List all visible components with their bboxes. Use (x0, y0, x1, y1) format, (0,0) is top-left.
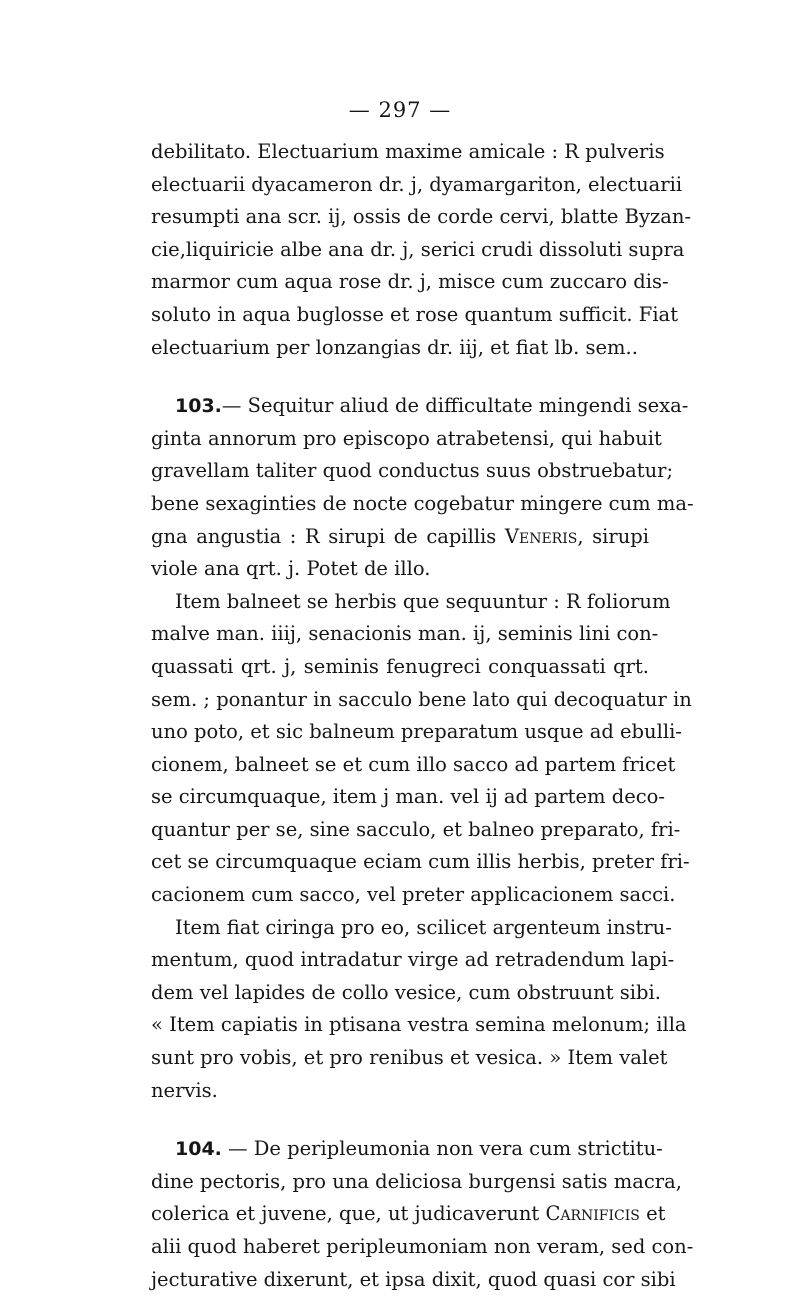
proper-name: Veneris (504, 524, 578, 548)
text-line: cionem, balneet se et cum illo sacco ad partem fricet (151, 752, 676, 776)
text-line: electuarii dyacameron dr. j, dyamargariton, electuarii (151, 172, 683, 196)
text-line: mentum, quod intradatur virge ad retradendum lapi- (151, 948, 675, 972)
text-line: malve man. iiij, senacionis man. ij, seminis lini con- (151, 622, 659, 646)
text-line: colerica et juvene, que, ut judicaverunt Carnificis et (151, 1202, 666, 1226)
text-line: resumpti ana scr. ij, ossis de corde cervi, blatte Byzan- (151, 205, 692, 229)
text-line: Item balneet se herbis que sequuntur : R foliorum (175, 589, 671, 613)
text-line: jecturative dixerunt, et ipsa dixit, quod quasi cor sibi (151, 1267, 676, 1291)
text-line: sunt pro vobis, et pro renibus et vesica. » Item valet (151, 1046, 668, 1070)
text-line: 103.— Sequitur aliud de difficultate mingendi sexa- (175, 394, 689, 418)
text-line: gravellam taliter quod conductus suus obstruebatur; (151, 459, 674, 483)
text-line: bene sexaginties de nocte cogebatur mingere cum ma- (151, 491, 694, 515)
section-104 (151, 1133, 694, 1296)
page-number: — 297 — (348, 98, 452, 122)
text-line: Item fiat ciringa pro eo, scilicet argenteum instru- (175, 915, 672, 939)
text-line: soluto in aqua buglosse et rose quantum sufficit. Fiat (151, 302, 679, 326)
text-line: « Item capiatis in ptisana vestra semina melonum; illa (151, 1013, 687, 1037)
text-line: alii quod haberet peripleumoniam non veram, sed con- (151, 1235, 694, 1258)
text-line: quantur per se, sine sacculo, et balneo preparato, fri- (151, 817, 681, 841)
text-line: viole ana qrt. j. Potet de illo. (151, 557, 431, 581)
text-line: ginta annorum pro episcopo atrabetensi, qui habuit (151, 426, 662, 450)
page-body (151, 136, 694, 1296)
text-line: debilitato. Electuarium maxime amicale : R pulveris (151, 140, 665, 163)
paragraph-balneum (151, 586, 692, 912)
paragraph-ciringa (151, 912, 687, 1108)
text-line: cacionem cum sacco, vel preter applicacionem sacci. (151, 883, 676, 907)
text-line: marmor cum aqua rose dr. j, misce cum zuccaro dis- (151, 270, 669, 294)
section-103 (151, 390, 694, 586)
text-line: sem. ; ponantur in sacculo bene lato qui decoquatur in (151, 687, 692, 711)
text-line: gna angustia : R sirupi de capillis Veneris, sirupi (151, 524, 649, 548)
section-number: 104. (175, 1138, 222, 1161)
text-line: dem vel lapides de collo vesice, cum obstruunt sibi. (151, 980, 661, 1004)
text-line: dine pectoris, pro una deliciosa burgensi satis macra, (151, 1169, 682, 1193)
text-line: se circumquaque, item j man. vel ij ad partem deco- (151, 785, 666, 809)
text-line: cie,liquiricie albe ana dr. j, serici crudi dissoluti supra (151, 237, 685, 261)
text-line: electuarium per lonzangias dr. iij, et fiat lb. sem.. (151, 335, 638, 359)
text-line: 104. — De peripleumonia non vera cum strictitu- (175, 1137, 663, 1161)
proper-name: Carnificis (545, 1202, 640, 1226)
text-line: uno poto, et sic balneum preparatum usque ad ebulli- (151, 720, 682, 744)
text-line: nervis. (151, 1078, 218, 1102)
section-number: 103. (175, 395, 222, 418)
text-line: cet se circumquaque eciam cum illis herbis, preter fri- (151, 850, 690, 874)
paragraph-continuation (151, 136, 692, 364)
text-line: quassati qrt. j, seminis fenugreci conquassati qrt. (151, 654, 649, 678)
